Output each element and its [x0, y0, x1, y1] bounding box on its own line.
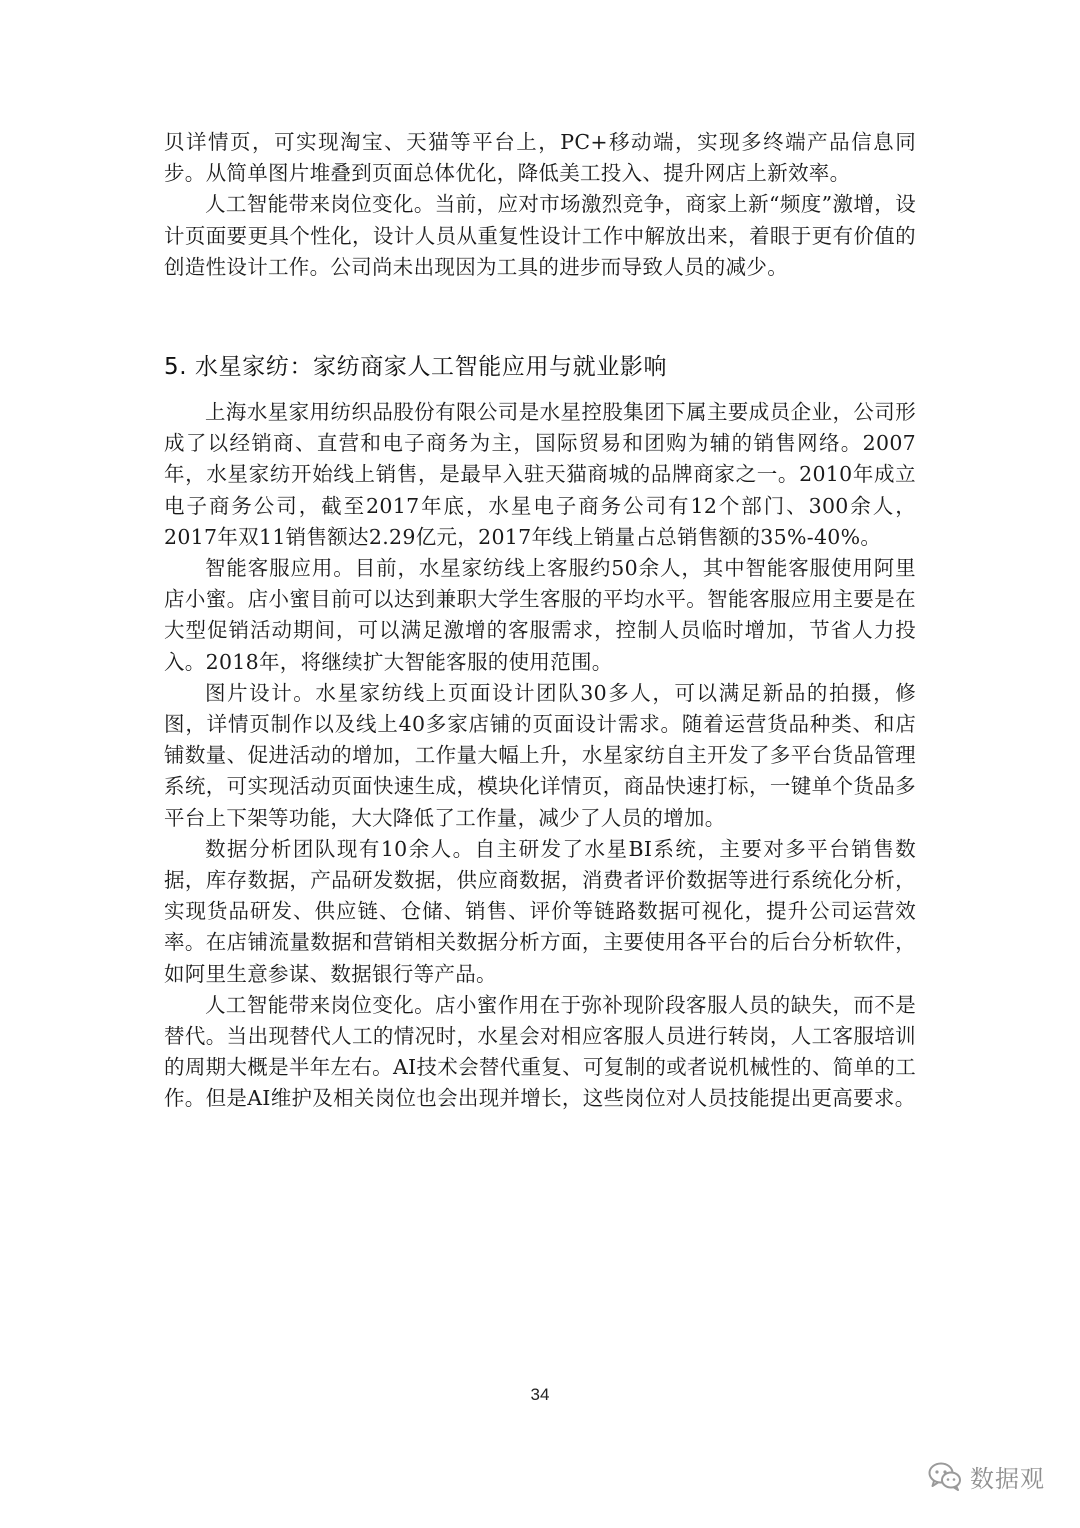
- body-paragraph: 上海水星家用纺织品股份有限公司是水星控股集团下属主要成员企业，公司形成了以经销商、直营和电子商务为主，国际贸易和团购为辅的销售网络。2007年，水星家纺开始线上销售，是最早入驻天猫商城的品牌商家之一。2010年成立电子商务公司，截至2017年底，水星电子商务公司有12个部门、300余人，2017年双11销售额达2.29亿元，2017年线上销量占总销售额的35%-40%。: [164, 400, 916, 549]
- watermark-text: 数据观: [970, 1464, 1045, 1493]
- continued-text-block: [164, 127, 916, 283]
- body-paragraph: 贝详情页，可实现淘宝、天猫等平台上，PC+移动端，实现多终端产品信息同步。从简单图片堆叠到页面总体优化，降低美工投入、提升网店上新效率。: [164, 130, 916, 186]
- section-heading: 5. 水星家纺：家纺商家人工智能应用与就业影响: [164, 354, 668, 380]
- body-paragraph: 智能客服应用。目前，水星家纺线上客服约50余人，其中智能客服使用阿里店小蜜。店小蜜目前可以达到兼职大学生客服的平均水平。智能客服应用主要是在大型促销活动期间，可以满足激增的客服需求，控制人员临时增加，节省人力投入。2018年，将继续扩大智能客服的使用范围。: [164, 556, 916, 674]
- body-paragraph: 人工智能带来岗位变化。店小蜜作用在于弥补现阶段客服人员的缺失，而不是替代。当出现替代人工的情况时，水星会对相应客服人员进行转岗，人工客服培训的周期大概是半年左右。AI技术会替代重复、可复制的或者说机械性的、简单的工作。但是AI维护及相关岗位也会出现并增长，这些岗位对人员技能提出更高要求。: [164, 992, 916, 1111]
- body-paragraph: 人工智能带来岗位变化。当前，应对市场激烈竞争，商家上新“频度”激增，设计页面要更具个性化，设计人员从重复性设计工作中解放出来，着眼于更有价值的创造性设计工作。公司尚未出现因为工具的进步而导致人员的减少。: [164, 192, 916, 279]
- body-paragraph: 数据分析团队现有10余人。自主研发了水星BI系统，主要对多平台销售数据，库存数据，产品研发数据，供应商数据，消费者评价数据等进行系统化分析，实现货品研发、供应链、仓储、销售、评价等链路数据可视化，提升公司运营效率。在店铺流量数据和营销相关数据分析方面，主要使用各平台的后台分析软件，如阿里生意参谋、数据银行等产品。: [164, 836, 916, 986]
- section-body: [164, 397, 916, 1115]
- wechat-icon: [928, 1461, 962, 1491]
- watermark: [928, 1456, 1045, 1496]
- page-number: 34: [530, 1385, 550, 1404]
- body-paragraph: 图片设计。水星家纺线上页面设计团队30多人，可以满足新品的拍摄，修图，详情页制作以及线上40多家店铺的页面设计需求。随着运营货品种类、和店铺数量、促进活动的增加，工作量大幅上升，水星家纺自主开发了多平台货品管理系统，可实现活动页面快速生成，模块化详情页，商品快速打标，一键单个货品多平台上下架等功能，大大降低了工作量，减少了人员的增加。: [164, 680, 916, 830]
